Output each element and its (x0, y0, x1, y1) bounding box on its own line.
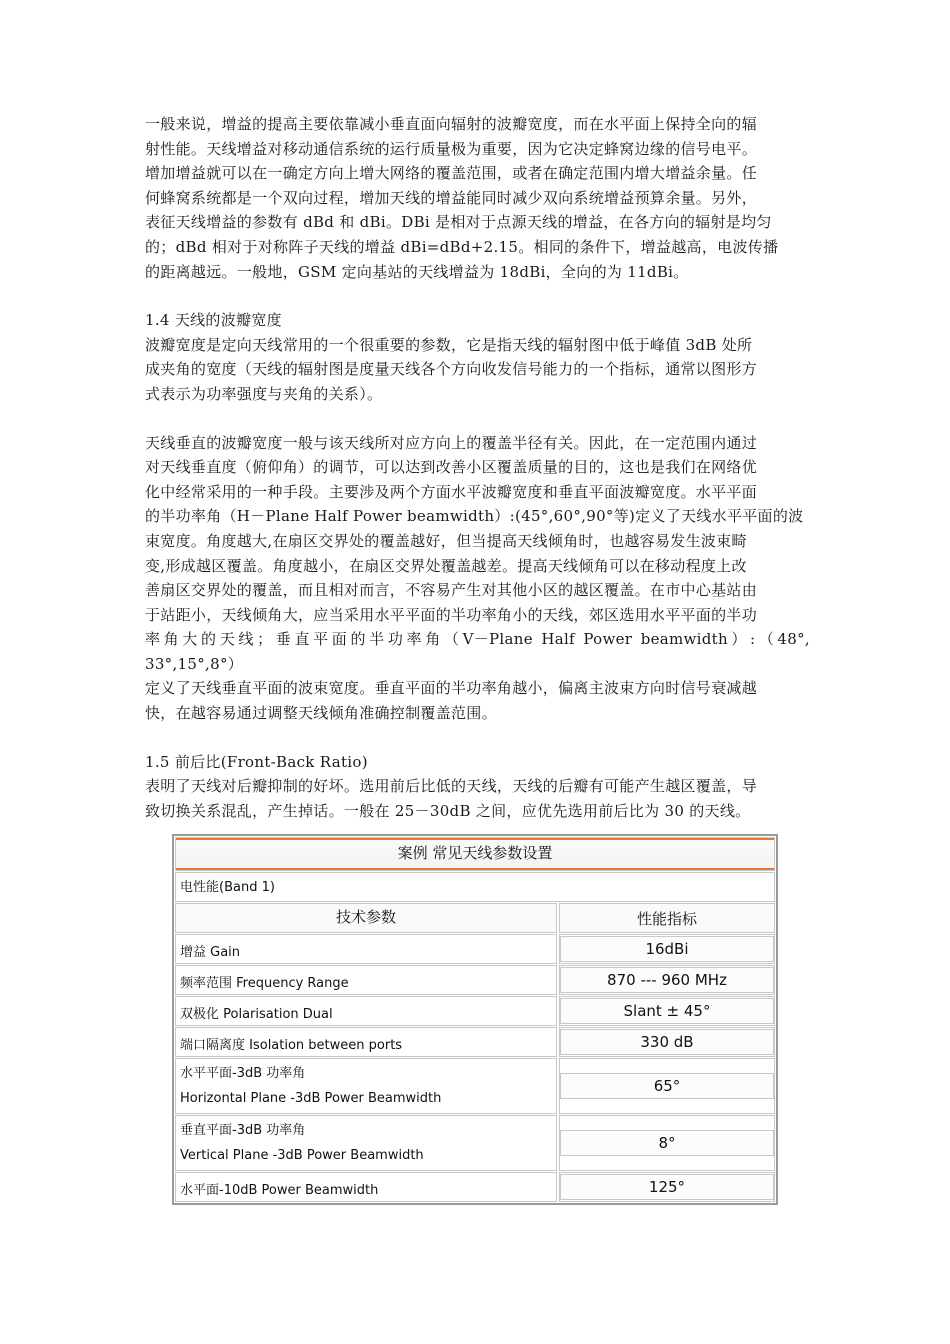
document-body (145, 112, 810, 823)
antenna-params-table (172, 834, 778, 1205)
section-heading-1-4: 1.4 天线的波瓣宽度 (145, 311, 282, 330)
paragraph-line: 天线垂直的波瓣宽度一般与该天线所对应方向上的覆盖半径有关。因此，在一定范围内通过 (145, 433, 758, 452)
paragraph-line: 变,形成越区覆盖。角度越小，在扇区交界处覆盖越差。提高天线倾角可以在移动程度上改 (145, 556, 747, 575)
table-subtitle: 电性能(Band 1) (175, 872, 775, 902)
param-value: 330 dB (560, 1029, 774, 1055)
intro-line: 的；dBd 相对于对称阵子天线的增益 dBi=dBd+2.15。相同的条件下，增益越高，电波传播 (145, 237, 779, 256)
table-title: 案例 常见天线参数设置 (175, 837, 775, 871)
param-label: 垂直平面-3dB 功率角 (180, 1123, 306, 1138)
intro-line: 表征天线增益的参数有 dBd 和 dBi。DBi 是相对于点源天线的增益，在各方向的辐射是均匀 (145, 213, 772, 232)
param-label: 端口隔离度 Isolation between ports (175, 1027, 557, 1057)
param-label-en: Vertical Plane -3dB Power Beamwidth (180, 1148, 424, 1163)
paragraph-line: 对天线垂直度（俯仰角）的调节，可以达到改善小区覆盖质量的目的，这也是我们在网络优 (145, 458, 758, 477)
intro-line: 增加增益就可以在一确定方向上增大网络的覆盖范围，或者在确定范围内增大增益余量。任 (145, 164, 758, 183)
paragraph-line: 快，在越容易通过调整天线倾角准确控制覆盖范围。 (145, 704, 497, 723)
param-value: Slant ± 45° (560, 998, 774, 1024)
paragraph-line: 波瓣宽度是定向天线常用的一个很重要的参数，它是指天线的辐射图中低于峰值 3dB 处所 (145, 335, 753, 354)
param-value: 125° (560, 1174, 774, 1200)
intro-line: 一般来说，增益的提高主要依靠减小垂直面向辐射的波瓣宽度，而在水平面上保持全向的辐 (145, 115, 758, 133)
param-value: 8° (560, 1130, 774, 1156)
table-row (175, 996, 775, 1026)
param-value: 870 --- 960 MHz (560, 967, 774, 993)
param-label: 频率范围 Frequency Range (175, 965, 557, 995)
table-row (175, 1115, 775, 1171)
column-header-param: 技术参数 (175, 903, 557, 933)
table-row (175, 1172, 775, 1202)
intro-line: 何蜂窝系统都是一个双向过程，增加天线的增益能同时减少双向系统增益预算余量。另外， (145, 188, 758, 207)
param-label: 增益 Gain (175, 934, 557, 964)
paragraph-line: 于站距小，天线倾角大，应当采用水平平面的半功率角小的天线，郊区选用水平平面的半功 (145, 605, 758, 624)
section-heading-1-5: 1.5 前后比(Front-Back Ratio) (145, 752, 368, 771)
intro-line: 的距离越远。一般地，GSM 定向基站的天线增益为 18dBi，全向的为 11dBi。 (145, 262, 689, 281)
param-value: 65° (560, 1073, 774, 1099)
table-row (175, 934, 775, 964)
paragraph-line: 率角大的天线；垂直平面的半功率角（V－Plane Half Power beamwidth）:（48°, 33°,15°,8°） (145, 630, 810, 673)
column-header-value: 性能指标 (559, 903, 775, 933)
paragraph-line: 表明了天线对后瓣抑制的好坏。选用前后比低的天线，天线的后瓣有可能产生越区覆盖，导 (145, 777, 758, 796)
table-row (175, 1058, 775, 1114)
paragraph-line: 定义了天线垂直平面的波束宽度。垂直平面的半功率角越小，偏离主波束方向时信号衰减越 (145, 679, 758, 698)
param-label-en: Horizontal Plane -3dB Power Beamwidth (180, 1091, 442, 1106)
paragraph-line: 束宽度。角度越大,在扇区交界处的覆盖越好，但当提高天线倾角时，也越容易发生波束畸 (145, 531, 747, 550)
paragraph-line: 成夹角的宽度（天线的辐射图是度量天线各个方向收发信号能力的一个指标，通常以图形方 (145, 360, 758, 379)
intro-line: 射性能。天线增益对移动通信系统的运行质量极为重要，因为它决定蜂窝边缘的信号电平。 (145, 139, 758, 158)
paragraph-line: 式表示为功率强度与夹角的关系）。 (145, 384, 383, 403)
paragraph-line: 善扇区交界处的覆盖，而且相对而言，不容易产生对其他小区的越区覆盖。在市中心基站由 (145, 581, 758, 600)
table-row (175, 965, 775, 995)
table-header-row (175, 903, 775, 933)
paragraph-line: 的半功率角（H－Plane Half Power beamwidth）:(45°,60°,90°等)定义了天线水平平面的波 (145, 507, 804, 526)
param-label: 双极化 Polarisation Dual (175, 996, 557, 1026)
paragraph-line: 化中经常采用的一种手段。主要涉及两个方面水平波瓣宽度和垂直平面波瓣宽度。水平平面 (145, 482, 758, 501)
param-value: 16dBi (560, 936, 774, 962)
param-label: 水平面-10dB Power Beamwidth (175, 1172, 557, 1202)
table-row (175, 1027, 775, 1057)
param-label: 水平平面-3dB 功率角 (180, 1066, 306, 1081)
paragraph-line: 致切换关系混乱，产生掉话。一般在 25－30dB 之间，应优先选用前后比为 30 的天线。 (145, 801, 751, 820)
